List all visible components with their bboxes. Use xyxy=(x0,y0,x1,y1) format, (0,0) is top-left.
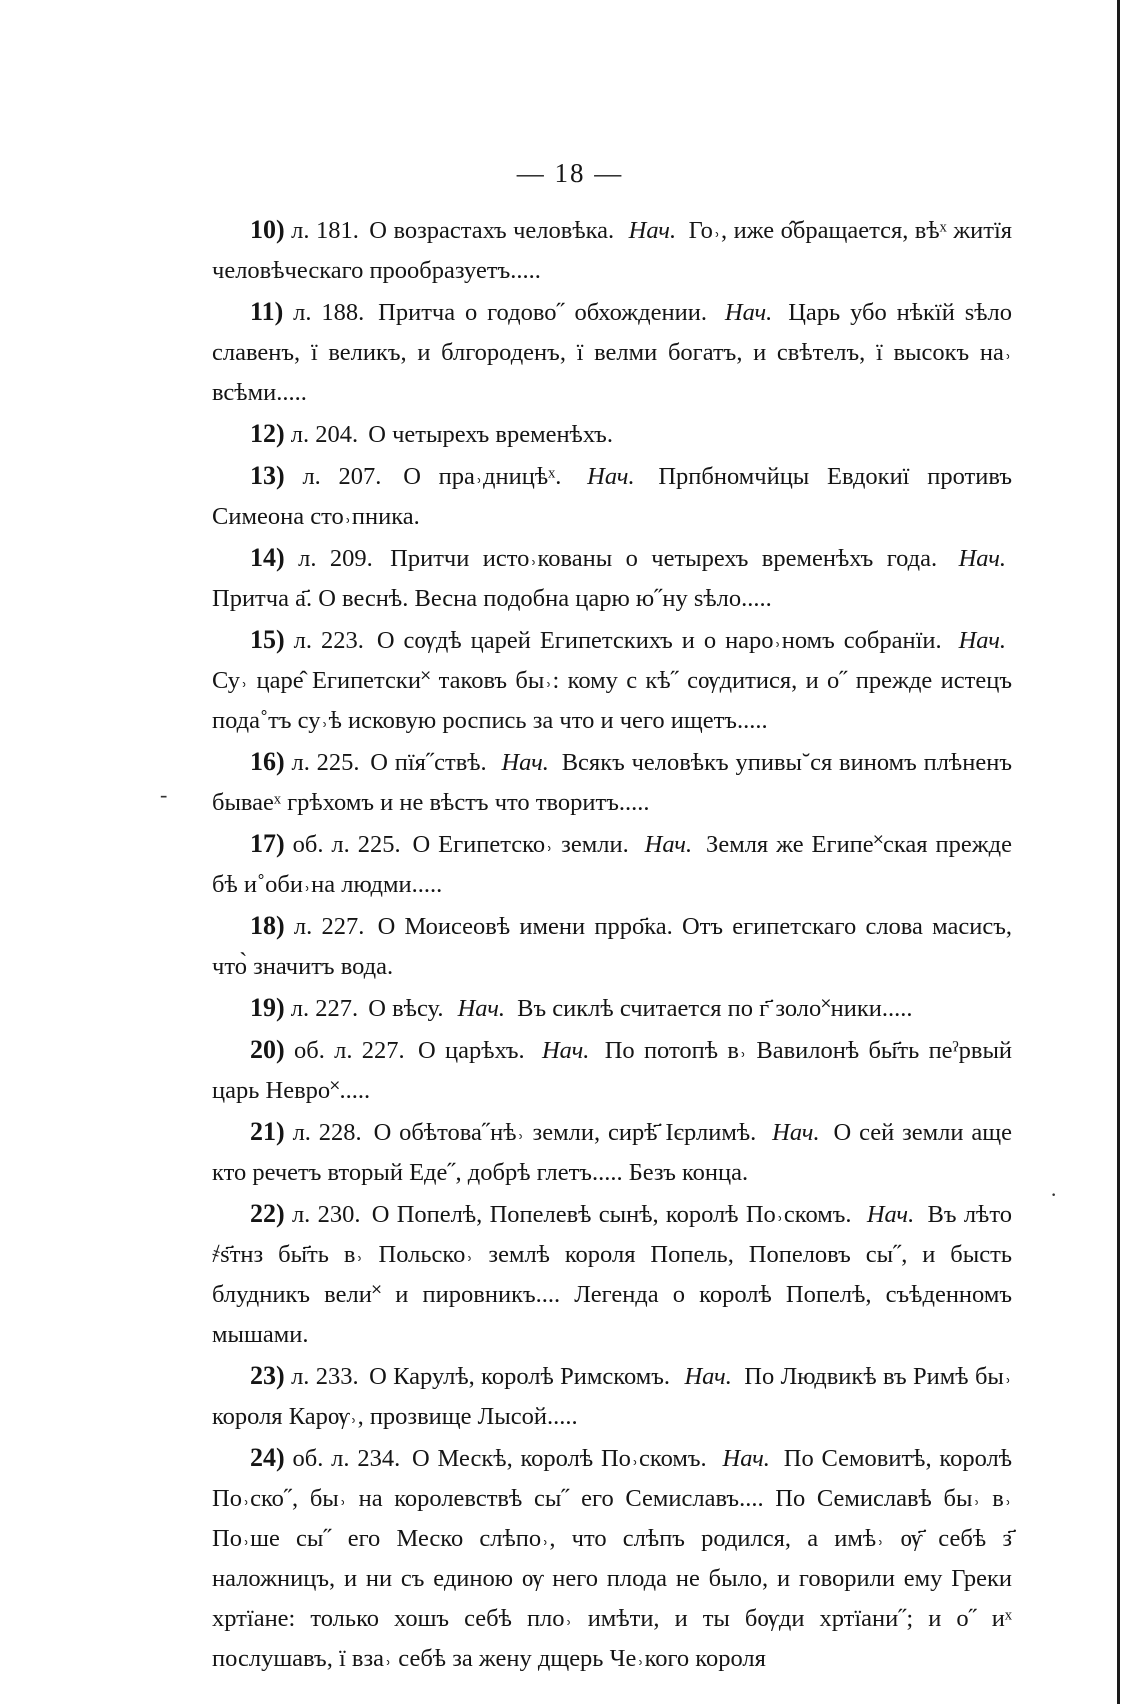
entry-sheet: об. л. 225. xyxy=(292,831,401,858)
incipit-label: Нач. xyxy=(457,995,506,1022)
entry-13 xyxy=(212,456,1012,537)
entry-23 xyxy=(212,1356,1012,1437)
entry-19 xyxy=(212,988,1012,1029)
entry-incipit: О сей земли аще кто речетъ вторый Еде˝, добрѣ глетъ..... Безъ конца. xyxy=(212,1119,1013,1186)
entry-21 xyxy=(212,1112,1012,1193)
entry-number: 15) xyxy=(250,625,285,654)
entry-title: О возрастахъ человѣка. xyxy=(369,217,615,244)
incipit-label: Нач. xyxy=(587,463,635,490)
entry-incipit: Царь убо нѣкїй ѕѣло славенъ, ї великъ, и блгороденъ, ї велми богатъ, и свѣтелъ, ї высокъ на˒ всѣми..... xyxy=(212,299,1013,406)
entry-number: 22) xyxy=(250,1199,285,1228)
entry-title: О обѣтова˝нѣ˒ земли, сирѣ҃ Ієрлимѣ. xyxy=(373,1119,757,1146)
entry-sheet: л. 227. xyxy=(290,995,359,1022)
entry-sheet: л. 233. xyxy=(291,1363,359,1390)
entry-title: О сѹдѣ царей Египетскихъ и о наро˒номъ собранїи. xyxy=(376,627,942,654)
entry-incipit: По Людвикѣ въ Римѣ бы˒ короля Карѹ˒, прозвище Лысой..... xyxy=(212,1363,1013,1430)
entry-18 xyxy=(212,906,1012,987)
margin-dot-mark: · xyxy=(1050,1182,1058,1207)
entry-sheet: л. 204. xyxy=(290,421,359,448)
entry-incipit: Го˒, иже о̂бращается, вѣˣ житїя человѣческаго прообразуетъ..... xyxy=(212,217,1013,284)
entry-number: 10) xyxy=(250,215,285,244)
entry-sheet: л. 188. xyxy=(293,299,365,326)
entry-title: О вѣсу. xyxy=(368,995,444,1022)
page-edge-rule xyxy=(1117,0,1120,1704)
entry-title: О пїя˝ствѣ. xyxy=(370,749,487,776)
entries-list xyxy=(212,210,1012,1680)
incipit-label: Нач. xyxy=(541,1037,590,1064)
incipit-label: Нач. xyxy=(958,545,1007,572)
entry-sheet: об. л. 227. xyxy=(293,1037,405,1064)
incipit-label: Нач. xyxy=(772,1119,820,1146)
incipit-label: Нач. xyxy=(501,749,549,776)
entry-incipit: Земля же Египе˟ская прежде бѣ и˚оби˒на людми..... xyxy=(212,831,1013,898)
entry-number: 16) xyxy=(250,747,285,776)
entry-number: 20) xyxy=(250,1035,285,1064)
entry-incipit: Притча а҃. О веснѣ. Весна подобна царю ю˝ну ѕѣло..... xyxy=(212,585,772,612)
entry-incipit: По потопѣ в˒ Вавилонѣ бы҃ть пеˀрвый царь Невро˟..... xyxy=(212,1037,1013,1104)
incipit-label: Нач. xyxy=(628,217,677,244)
entry-incipit: По Семовитѣ, королѣ По˒ско˝, бы˒ на королевствѣ сы˝ его Семиславъ.... По Семиславѣ бы˒ в˒ По˒ше сы˝ его Меско слѣпо˒, что слѣпъ родился, а имѣ˒ ѹ҃ себѣ з҃ наложницъ, и ни съ единою ѹ него плода не было, и говорили ему Греки хртїане: только хошъ себѣ пло˒ имѣти, и ты бѹди хртїани˝; и о˝ иˣ послушавъ, ї вза˒ себѣ за жену дщерь Че˒кого короля xyxy=(212,1445,1013,1672)
incipit-label: Нач. xyxy=(866,1201,915,1228)
entry-14 xyxy=(212,538,1012,619)
entry-incipit: Всякъ человѣкъ упивы˘ся виномъ плѣненъ бываеˣ грѣхомъ и не вѣстъ что творитъ..... xyxy=(212,749,1013,816)
entry-number: 17) xyxy=(250,829,285,858)
entry-title: Притча о годово˝ обхождении. xyxy=(378,299,707,326)
page-number: — 18 — xyxy=(516,158,624,188)
incipit-label: Нач. xyxy=(722,1445,770,1472)
entry-sheet: об. л. 234. xyxy=(292,1445,401,1472)
entry-number: 14) xyxy=(250,543,285,572)
entry-incipit: Су˒ царе̂ Египетски˟ таковъ бы˒: кому с кѣ˝ сѹдитися, и о˝ прежде истецъ пода˚тъ су˒ѣ исковую роспись за что и чего ищетъ..... xyxy=(212,667,1012,734)
entry-number: 12) xyxy=(250,419,285,448)
entry-title: О Карулѣ, королѣ Римскомъ. xyxy=(369,1363,671,1390)
entry-sheet: л. 207. xyxy=(302,463,382,490)
entry-title: О Моисеовѣ имени прро҃ка. Отъ египетскаго слова масисъ, что̀ значитъ вода. xyxy=(212,913,1012,980)
entry-sheet: л. 228. xyxy=(292,1119,362,1146)
margin-dash-mark: - xyxy=(160,782,168,807)
incipit-label: Нач. xyxy=(724,299,773,326)
entry-incipit: Прпбномчйцы Евдокиї противъ Симеона сто˒пника. xyxy=(212,463,1012,530)
entry-20 xyxy=(212,1030,1012,1111)
entry-title: Притчи исто˒кованы о четырехъ временѣхъ года. xyxy=(390,545,938,572)
entry-17 xyxy=(212,824,1012,905)
entry-title: О Попелѣ, Попелевѣ сынѣ, королѣ По˒скомъ. xyxy=(371,1201,852,1228)
incipit-label: Нач. xyxy=(958,627,1007,654)
entry-11 xyxy=(212,292,1012,413)
entry-12 xyxy=(212,414,1012,455)
entry-title: О Мескѣ, королѣ По˒скомъ. xyxy=(412,1445,707,1472)
entry-15 xyxy=(212,620,1012,741)
entry-title: О Египетско˒ земли. xyxy=(412,831,629,858)
entry-sheet: л. 209. xyxy=(298,545,373,572)
incipit-label: Нач. xyxy=(644,831,693,858)
incipit-label: Нач. xyxy=(684,1363,732,1390)
entry-number: 24) xyxy=(250,1443,285,1472)
entry-sheet: л. 225. xyxy=(291,749,360,776)
entry-sheet: л. 230. xyxy=(291,1201,361,1228)
entry-incipit: Въ сиклѣ считается по г҃ золо˟ники..... xyxy=(517,995,913,1022)
entry-22 xyxy=(212,1194,1012,1355)
entry-number: 23) xyxy=(250,1361,285,1390)
entry-number: 19) xyxy=(250,993,285,1022)
entry-title: О царѣхъ. xyxy=(417,1037,525,1064)
entry-sheet: л. 223. xyxy=(293,627,364,654)
entry-number: 21) xyxy=(250,1117,285,1146)
entry-title: О четырехъ временѣхъ. xyxy=(368,421,613,448)
entry-sheet: л. 181. xyxy=(291,217,359,244)
entry-number: 11) xyxy=(250,297,284,326)
entry-number: 13) xyxy=(250,461,285,490)
entry-24 xyxy=(212,1438,1012,1679)
entry-10 xyxy=(212,210,1012,291)
entry-incipit: Въ лѣто ҂ѕ҃тнз бы҃ть в˒ Польско˒ землѣ короля Попель, Попеловъ сы˝, и бысть блудникъ вели˟ и пировникъ.... Легенда о королѣ Попелѣ, съѣденномъ мышами. xyxy=(212,1201,1012,1348)
entry-sheet: л. 227. xyxy=(293,913,365,940)
entry-16 xyxy=(212,742,1012,823)
entry-number: 18) xyxy=(250,911,285,940)
entry-title: О пра˒дницѣˣ. xyxy=(403,463,562,490)
